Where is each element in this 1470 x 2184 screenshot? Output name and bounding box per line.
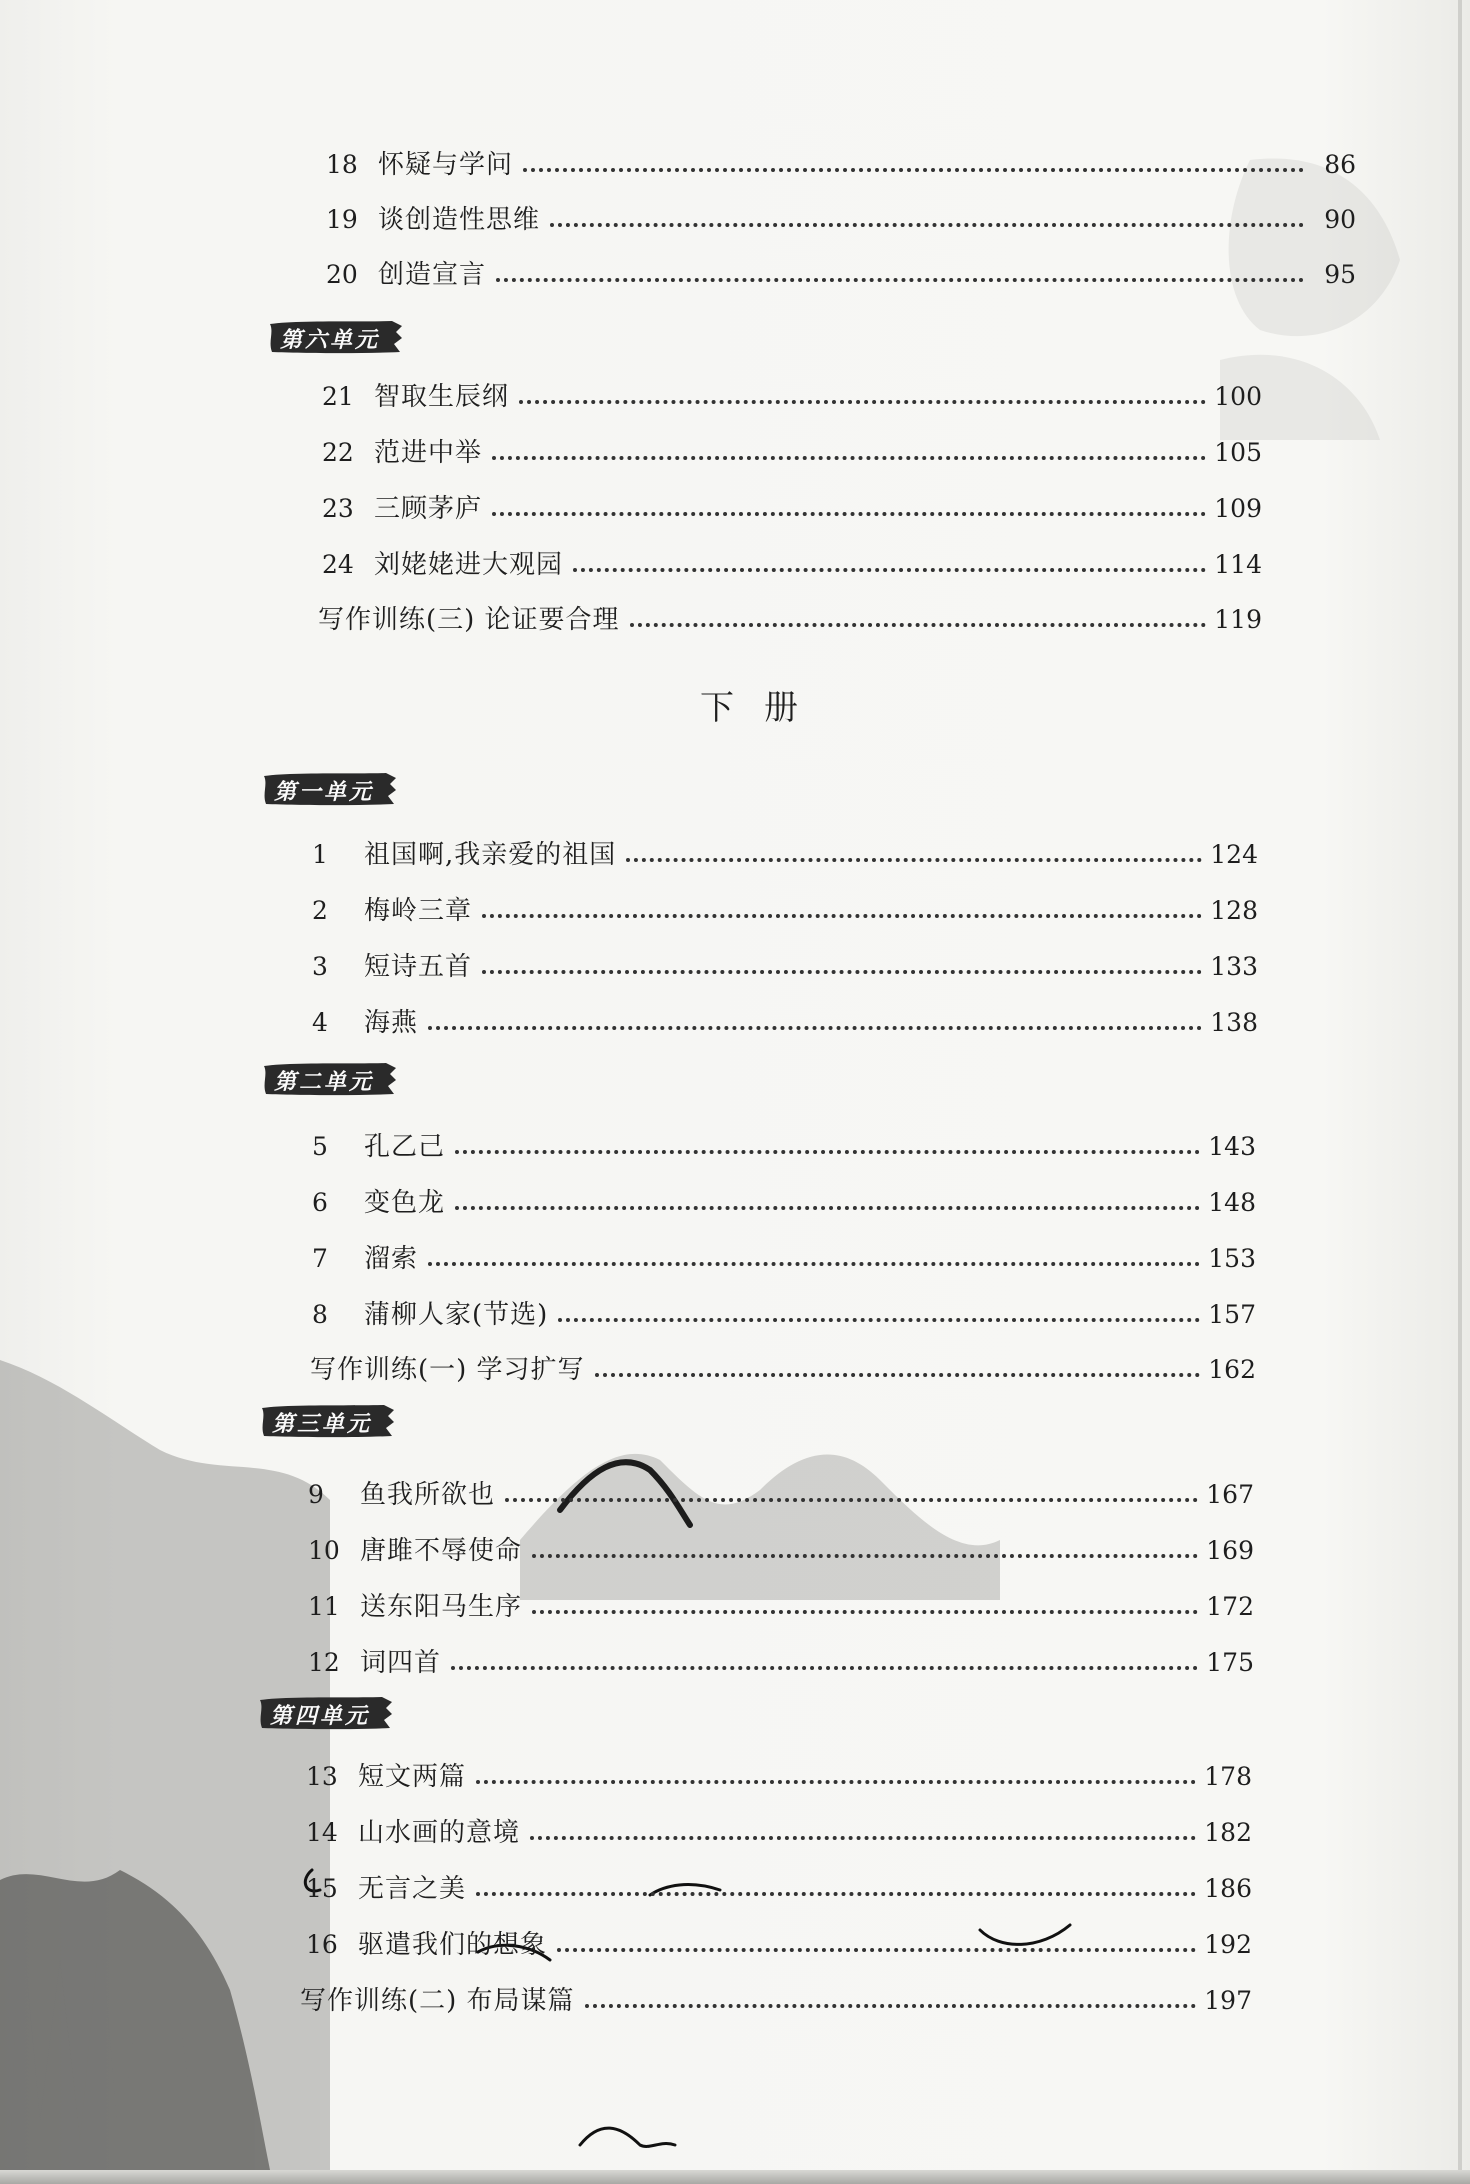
- entry-number: 21: [322, 382, 354, 411]
- dot-leader: [558, 1318, 1200, 1322]
- entry-page: 114: [1214, 550, 1262, 579]
- entry-number: 23: [322, 494, 354, 523]
- entry-page: 95: [1324, 260, 1356, 289]
- entry-title: 唐雎不辱使命: [360, 1536, 523, 1566]
- dot-leader: [530, 1836, 1196, 1840]
- entry-page: 186: [1204, 1874, 1252, 1903]
- entry-number: 11: [308, 1592, 340, 1621]
- dot-leader: [550, 223, 1304, 227]
- unit-label: 第四单元: [270, 1703, 371, 1729]
- entry-page: 148: [1208, 1188, 1256, 1217]
- entry-page: 133: [1210, 952, 1258, 981]
- toc-block-writing2: [300, 1976, 1252, 2016]
- unit-label: 第一单元: [274, 779, 375, 805]
- toc-entry[interactable]: [326, 140, 1356, 180]
- dot-leader: [630, 623, 1207, 627]
- toc-entry[interactable]: [308, 1526, 1254, 1566]
- unit-label: 第六单元: [280, 327, 381, 353]
- toc-block-unit2: [312, 1122, 1256, 1352]
- toc-entry-writing[interactable]: [310, 1345, 1256, 1385]
- entry-number: 20: [326, 260, 358, 289]
- entry-title: 刘姥姥进大观园: [374, 550, 564, 580]
- entry-number: 19: [326, 205, 358, 234]
- toc-entry[interactable]: [322, 428, 1262, 468]
- entry-number: 24: [322, 550, 354, 579]
- entry-number: 8: [312, 1300, 328, 1329]
- toc-entry[interactable]: [312, 1234, 1256, 1274]
- toc-entry-writing[interactable]: [300, 1976, 1252, 2016]
- toc-entry[interactable]: [312, 830, 1258, 870]
- entry-page: 86: [1324, 150, 1356, 179]
- toc-entry[interactable]: [326, 195, 1356, 235]
- entry-page: 175: [1206, 1648, 1254, 1677]
- entry-page: 124: [1210, 840, 1258, 869]
- entry-page: 143: [1208, 1132, 1256, 1161]
- toc-block-writing3: [318, 595, 1262, 635]
- entry-page: 128: [1210, 896, 1258, 925]
- entry-page: 162: [1208, 1355, 1256, 1384]
- entry-title: 驱遣我们的想象: [358, 1930, 548, 1960]
- toc-entry[interactable]: [326, 250, 1356, 290]
- toc-entry[interactable]: [322, 484, 1262, 524]
- entry-title: 怀疑与学问: [378, 150, 514, 180]
- dot-leader: [482, 914, 1202, 918]
- page-bottom-edge: [0, 2170, 1470, 2184]
- entry-number: 1: [312, 840, 328, 869]
- volume-title: 下册: [700, 688, 828, 728]
- toc-entry[interactable]: [312, 886, 1258, 926]
- dot-leader: [626, 858, 1202, 862]
- entry-number: 22: [322, 438, 354, 467]
- toc-entry-writing[interactable]: [318, 595, 1262, 635]
- dot-leader: [585, 2004, 1197, 2008]
- unit-badge: [258, 1694, 394, 1732]
- entry-title: 范进中举: [374, 438, 483, 468]
- toc-entry[interactable]: [308, 1638, 1254, 1678]
- entry-page: 172: [1206, 1592, 1254, 1621]
- unit-badge: [262, 1060, 398, 1098]
- dot-leader: [476, 1780, 1196, 1784]
- dot-leader: [455, 1206, 1200, 1210]
- toc-entry[interactable]: [308, 1470, 1254, 1510]
- entry-number: 7: [312, 1244, 328, 1273]
- entry-title: 海燕: [364, 1008, 419, 1038]
- toc-entry[interactable]: [312, 998, 1258, 1038]
- entry-title: 词四首: [360, 1648, 442, 1678]
- toc-entry[interactable]: [308, 1582, 1254, 1622]
- entry-number: 10: [308, 1536, 340, 1565]
- toc-entry[interactable]: [312, 1178, 1256, 1218]
- entry-title: 写作训练(一) 学习扩写: [310, 1355, 585, 1385]
- entry-title: 短文两篇: [358, 1762, 467, 1792]
- entry-number: 6: [312, 1188, 328, 1217]
- dot-leader: [557, 1948, 1196, 1952]
- entry-title: 送东阳马生序: [360, 1592, 523, 1622]
- unit-label: 第二单元: [274, 1069, 375, 1095]
- entry-title: 写作训练(三) 论证要合理: [318, 605, 620, 635]
- entry-title: 鱼我所欲也: [360, 1480, 496, 1510]
- entry-title: 三顾茅庐: [374, 494, 483, 524]
- toc-block-unit4: [306, 1752, 1252, 1982]
- dot-leader: [492, 512, 1206, 516]
- entry-page: 167: [1206, 1480, 1254, 1509]
- entry-number: 9: [308, 1480, 324, 1509]
- page-edge-shadow: [1458, 0, 1462, 2184]
- dot-leader: [476, 1892, 1196, 1896]
- unit-badge: [268, 318, 404, 356]
- unit-label: 第三单元: [272, 1411, 373, 1437]
- entry-number: 15: [306, 1874, 338, 1903]
- entry-title: 蒲柳人家(节选): [364, 1300, 549, 1330]
- entry-title: 智取生辰纲: [374, 382, 510, 412]
- entry-title: 短诗五首: [364, 952, 473, 982]
- dot-leader: [428, 1262, 1200, 1266]
- entry-page: 192: [1204, 1930, 1252, 1959]
- dot-leader: [455, 1150, 1200, 1154]
- entry-number: 2: [312, 896, 328, 925]
- toc-entry[interactable]: [322, 540, 1262, 580]
- entry-page: 90: [1324, 205, 1356, 234]
- unit-badge: [260, 1402, 396, 1440]
- toc-entry[interactable]: [312, 942, 1258, 982]
- toc-block-unit1: [312, 830, 1258, 1060]
- toc-block-unit3: [308, 1470, 1254, 1700]
- toc-entry[interactable]: [312, 1290, 1256, 1330]
- entry-title: 变色龙: [364, 1188, 446, 1218]
- entry-title: 溜索: [364, 1244, 419, 1274]
- dot-leader: [496, 278, 1304, 282]
- entry-page: 109: [1214, 494, 1262, 523]
- entry-page: 169: [1206, 1536, 1254, 1565]
- entry-title: 祖国啊,我亲爱的祖国: [364, 840, 617, 870]
- entry-title: 梅岭三章: [364, 896, 473, 926]
- entry-page: 100: [1214, 382, 1262, 411]
- toc-entry[interactable]: [322, 372, 1262, 412]
- dot-leader: [532, 1554, 1198, 1558]
- toc-block-writing1: [310, 1345, 1256, 1385]
- entry-title: 孔乙己: [364, 1132, 446, 1162]
- dot-leader: [573, 568, 1206, 572]
- dot-leader: [492, 456, 1206, 460]
- entry-title: 创造宣言: [378, 260, 487, 290]
- entry-page: 197: [1204, 1986, 1252, 2015]
- toc-block-upper: [326, 140, 1356, 300]
- unit-badge: [262, 770, 398, 808]
- dot-leader: [532, 1610, 1198, 1614]
- entry-number: 3: [312, 952, 328, 981]
- entry-page: 182: [1204, 1818, 1252, 1847]
- dot-leader: [428, 1026, 1202, 1030]
- dot-leader: [523, 168, 1304, 172]
- dot-leader: [451, 1666, 1198, 1670]
- dot-leader: [595, 1373, 1201, 1377]
- entry-page: 157: [1208, 1300, 1256, 1329]
- entry-number: 13: [306, 1762, 338, 1791]
- entry-page: 119: [1214, 605, 1262, 634]
- entry-title: 无言之美: [358, 1874, 467, 1904]
- toc-entry[interactable]: [312, 1122, 1256, 1162]
- dot-leader: [519, 400, 1206, 404]
- entry-page: 105: [1214, 438, 1262, 467]
- entry-number: 14: [306, 1818, 338, 1847]
- entry-title: 谈创造性思维: [378, 205, 541, 235]
- entry-number: 4: [312, 1008, 328, 1037]
- toc-entry[interactable]: [306, 1864, 1252, 1904]
- toc-entry[interactable]: [306, 1920, 1252, 1960]
- entry-page: 153: [1208, 1244, 1256, 1273]
- entry-number: 5: [312, 1132, 328, 1161]
- entry-number: 12: [308, 1648, 340, 1677]
- entry-number: 16: [306, 1930, 338, 1959]
- entry-title: 山水画的意境: [358, 1818, 521, 1848]
- entry-number: 18: [326, 150, 358, 179]
- entry-page: 138: [1210, 1008, 1258, 1037]
- dot-leader: [505, 1498, 1198, 1502]
- entry-page: 178: [1204, 1762, 1252, 1791]
- entry-title: 写作训练(二) 布局谋篇: [300, 1986, 575, 2016]
- toc-entry[interactable]: [306, 1808, 1252, 1848]
- dot-leader: [482, 970, 1202, 974]
- toc-entry[interactable]: [306, 1752, 1252, 1792]
